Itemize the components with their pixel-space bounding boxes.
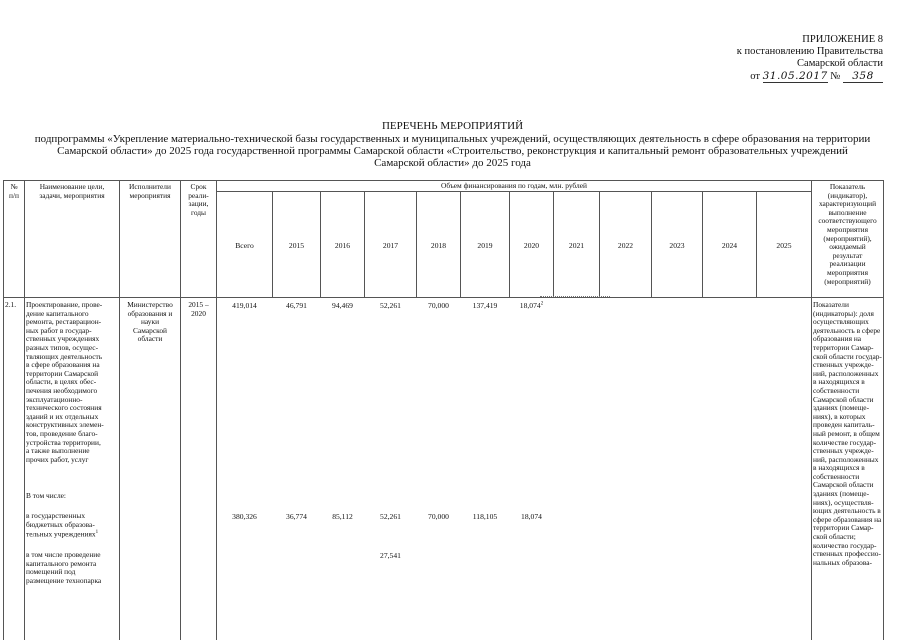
row2-2017: 52,261 bbox=[380, 512, 401, 521]
appendix-date-line bbox=[693, 70, 883, 83]
handwritten-date: 31.05.2017 bbox=[762, 70, 828, 82]
year-2016: 2016 bbox=[334, 241, 351, 250]
appendix-header bbox=[693, 34, 883, 83]
doc-title: ПЕРЕЧЕНЬ МЕРОПРИЯТИЙ bbox=[381, 120, 524, 132]
row1-2019: 137,419 bbox=[472, 301, 498, 310]
row2-2020: 18,074 bbox=[521, 512, 542, 521]
col-border-left bbox=[3, 180, 4, 640]
header-volume: Объем финансирования по годам, млн. рублей bbox=[441, 181, 587, 190]
row1-2017: 52,261 bbox=[380, 301, 401, 310]
in-that-label: В том числе: bbox=[26, 491, 66, 500]
row-name: Проектирование, прове- дение капитального ремонта, реставрацион- ных работ в государ- ственных учреждениях разных типов, осущес- твляющих деятельность в сфере образования на территории Самарской области, в целях обес- печения необходимого эксплуатационно- технического состояния зданий и их отдельных конструктивных элемен- тов, проведение благо- устройства территории, а также выполнение прочих работ, услуг bbox=[26, 300, 104, 464]
year-total: Всего bbox=[235, 241, 254, 250]
col-border-executors bbox=[180, 180, 181, 640]
row-term: 2015 – 2020 bbox=[188, 300, 209, 318]
header-executors: Исполнители мероприятия bbox=[129, 182, 171, 200]
row-indicator: Показатели (индикаторы): доля осуществляющих деятельность в сфере образования на территории Самар- ской области государ- ственных учрежде- ний, расположенных в находящихся в собственности Самарской области зданиях (помеще- ниях), в которых проведен капиталь- ный ремонт, в общем количестве государ- ственных учрежде- ний, расположенных в находящихся в собственности Самарской области зданиях (помеще- ниях), осуществля- ющих деятельность в сфере образования на территории Самар- ской области; количество государ- ственных профессио- нальных образова- bbox=[813, 300, 882, 567]
year-2023: 2023 bbox=[669, 241, 685, 250]
row3-2017: 27,541 bbox=[380, 551, 401, 560]
year-2017: 2017 bbox=[382, 241, 399, 250]
doc-subtitle-2: Самарской области» до 2025 года государственной программы Самарской области «Строительство, реконструкция и капитальный ремонт образовательных учреждений bbox=[57, 145, 848, 157]
header-indicator: Показатель (индикатор), характеризующий выполнение соответствующего мероприятия (мероприятий), ожидаемый результат реализации мероприятия (мероприятий) bbox=[818, 182, 877, 286]
row3-name: в том числе проведение капитального ремонта помещений под размещение технопарка bbox=[26, 550, 102, 585]
row2-2015: 36,774 bbox=[286, 512, 307, 521]
row1-2020-value: 18,074 bbox=[519, 301, 541, 310]
date-prefix: от bbox=[750, 71, 760, 82]
handwritten-number: 358 bbox=[843, 70, 883, 83]
year-2022: 2022 bbox=[617, 241, 634, 250]
row2-name-text: в государственных бюджетных образова- тельных учреждениях bbox=[26, 511, 96, 539]
row1-2015: 46,791 bbox=[286, 301, 307, 310]
row2-2019: 118,105 bbox=[472, 512, 498, 521]
appendix-title: ПРИЛОЖЕНИЕ 8 bbox=[802, 34, 883, 45]
row-num: 2.1. bbox=[5, 300, 17, 309]
header-term: Срок реали- зации, годы bbox=[188, 182, 209, 217]
year-2015: 2015 bbox=[288, 241, 305, 250]
row1-footnote: 2 bbox=[540, 301, 544, 307]
row2-total: 380,326 bbox=[232, 512, 257, 521]
appendix-ref: к постановлению Правительства bbox=[736, 46, 883, 57]
volume-header-divider bbox=[216, 191, 811, 192]
dotted-mark bbox=[540, 296, 610, 297]
header-bottom-border bbox=[3, 297, 883, 298]
col-border-num bbox=[24, 180, 25, 640]
row2-2018: 70,000 bbox=[428, 512, 449, 521]
row2-name bbox=[26, 512, 119, 539]
year-2025: 2025 bbox=[776, 241, 792, 250]
year-2019: 2019 bbox=[477, 241, 493, 250]
doc-subtitle-3: Самарской области» до 2025 года bbox=[374, 157, 531, 169]
row2-footnote: 1 bbox=[95, 530, 99, 536]
year-2021: 2021 bbox=[568, 241, 585, 250]
row1-2020 bbox=[510, 301, 553, 310]
year-2018: 2018 bbox=[430, 241, 447, 250]
row1-2018: 70,000 bbox=[428, 301, 449, 310]
header-num: № п/п bbox=[9, 182, 19, 200]
row-executor: Министерство образования и науки Самарской области bbox=[127, 300, 173, 344]
row1-2016: 94,469 bbox=[332, 301, 353, 310]
row2-2016: 85,112 bbox=[332, 512, 353, 521]
year-2024: 2024 bbox=[721, 241, 738, 250]
row1-total: 419,014 bbox=[232, 301, 257, 310]
header-name: Наименование цели, задачи, мероприятия bbox=[39, 182, 105, 200]
doc-subtitle-1: подпрограммы «Укрепление материально-технической базы государственных и муниципальных учреждений, осуществляющих деятельность в сфере образования на территории bbox=[34, 133, 871, 145]
year-2020: 2020 bbox=[523, 241, 540, 250]
col-border-name bbox=[119, 180, 120, 640]
appendix-region: Самарской области bbox=[797, 58, 883, 69]
number-prefix: № bbox=[830, 71, 841, 82]
